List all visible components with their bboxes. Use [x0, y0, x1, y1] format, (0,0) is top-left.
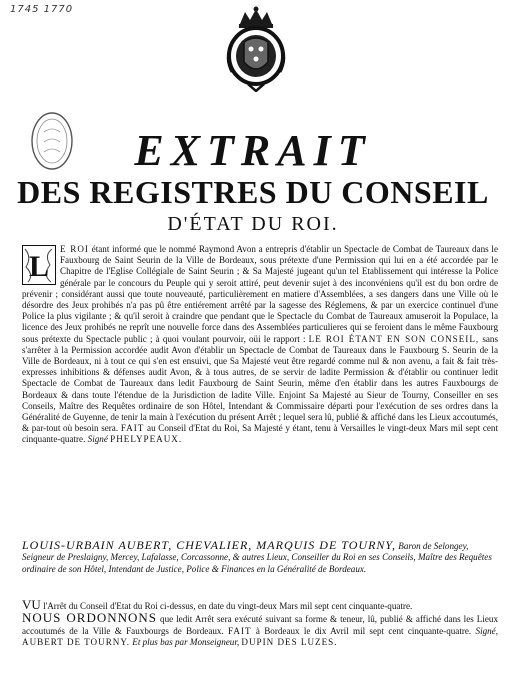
- title-des-registres: DES REGISTRES DU CONSEIL: [17, 174, 489, 210]
- handwritten-corner-note: 1745 1770: [10, 4, 74, 15]
- decree-text-2: sans s'arrêter à la Permission accordée audit Avon d'établir un Spectacle de Combat de Taureaux dans le Fauxbourg S. Seurin de la Ville de Bordeaux, ni à tout ce qui s'en est ensuivi, que Sa Majesté veut être regardé comme nul & non avenu, a fait & fait très-expresses inhibitions & défenses audit Avon, & à tous autres, de se servir de ladite Permission & d'établir ou continuer ledit Spectacle de Combat de Taureaux dans ledit Fauxbourg de Saint Seurin, même d'en établir dans les autres Fauxbourgs de Bordeaux & dans toute l'étendue de la Jurisdiction de ladite Ville. Enjoint Sa Majesté au Sieur de Tourny, Conseiller en ses Conseils, Maître des Requêtes ordinaire de son Hôtel, Intendant & Commissaire départi pour l'exécution de ses ordres dans la Généralité de Guyenne, de tenir la main à l'exécution du présent Arrêt ; lequel sera lû, publié & affiché dans les Lieux accoutumés, & par-tout où besoin sera.: [22, 333, 498, 434]
- closing-fait: FAIT: [228, 625, 252, 636]
- decree-fait: FAIT: [120, 423, 145, 434]
- title-extrait: EXTRAIT: [134, 126, 372, 175]
- closing-vu: VU: [22, 597, 41, 612]
- royal-crest-icon: [223, 6, 289, 92]
- decree-signe: Signé: [87, 434, 108, 445]
- closing-ordonnons-text: que ledit Arrêt sera exécuté suivant sa forme & teneur, lû, publié & affiché dans les Lieux accoutumés de la Ville & Fauxbourgs de Bordeaux.: [22, 614, 498, 636]
- title-etat-du-roi: D'ÉTAT DU ROI.: [167, 213, 339, 235]
- decree-body: [22, 244, 498, 446]
- ornamental-dropcap-icon: [22, 245, 56, 285]
- decree-opening: E ROI: [60, 244, 89, 254]
- closing-signer: AUBERT DE TOURNY.: [22, 636, 130, 647]
- decree-text-1: étant informé que le nommé Raymond Avon a entrepris d'établir un Spectacle de Combat de Taureaux dans le Fauxbourg de Saint Seurin de la Ville de Bordeaux, sous prétexte d'une Permission qui lui en a été accordée par le Chapitre de l'Eglise Collégiale de Saint Seurin ; & Sa Majesté jugeant qu'un tel Etablissement qui intéresse la Police générale par le concours du Peuple qui y seroit attiré, peut devenir sujet à des inconvéniens qu'il est du bon ordre de prévenir ; considérant aussi que toute nouveauté, particulièrement en matiere d'Assemblées, a ses dangers dans une Ville où le désordre des Jeux prohibés n'a pas pû être entiérement arrêté par la sagesse des Réglemens, & par un exercice continuel d'une Police la plus vigilante ; & qu'il seroit à craindre que pendant que le Spectacle du Combat de Taureaux amuseroit la Populace, la licence des Jeux prohibés ne reprît une nouvelle force dans des Assemblées particulieres qui se feroient dans le même Fauxbourg sous prétexte du Spectacle public ; à quoi voulant pourvoir, oüi le rapport :: [22, 244, 498, 344]
- closing-ordonnons: NOUS ORDONNONS: [22, 610, 157, 626]
- closing-secretary: DUPIN DES LUZES.: [241, 636, 338, 647]
- signatory-block: [22, 540, 498, 575]
- closing-signe: Signé,: [475, 625, 498, 636]
- closing-block: [22, 599, 498, 648]
- decree-council-phrase: LE ROI ÉTANT EN SON CONSEIL,: [308, 333, 480, 344]
- closing-plus-bas: Et plus bas par Monseigneur,: [132, 636, 240, 647]
- signatory-titles: Baron de Selongey, Seigneur de Preslaigny, Mercey, Lafalasse, Corcassonne, & autres Lieux, Conseiller du Roi en ses Conseils, Maître des Requêtes ordinaire de son Hôtel, Intendant de Justice, Police & Finances en la Généralité de Bordeaux.: [22, 541, 492, 574]
- dropcap-letter: L: [28, 250, 50, 283]
- decree-text-3: au Conseil d'Etat du Roi, Sa Majesté y étant, tenu à Versailles le vingt-deux Mars mil sept cent cinquante-quatre.: [22, 423, 499, 445]
- signatory-name: LOUIS-URBAIN AUBERT, CHEVALIER, MARQUIS DE TOURNY,: [22, 538, 396, 552]
- closing-vu-text: l'Arrêt du Conseil d'Etat du Roi ci-dessus, en date du vingt-deux Mars mil sept cent cinquante-quatre.: [43, 601, 413, 611]
- closing-ordonnons-paragraph: [22, 612, 498, 648]
- decree-signer: PHELYPEAUX.: [110, 434, 183, 445]
- closing-fait-text: à Bordeaux le dix Avril mil sept cent cinquante-quatre.: [255, 625, 472, 636]
